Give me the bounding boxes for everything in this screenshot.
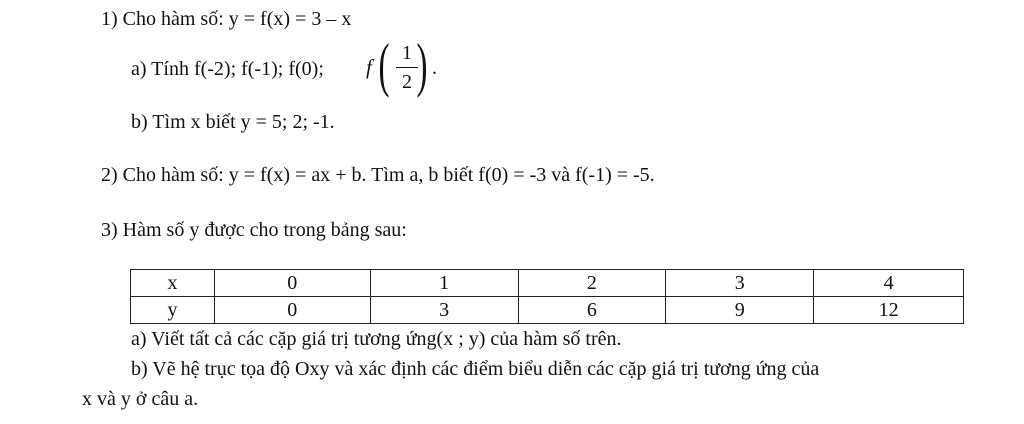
table-row-x	[131, 270, 964, 297]
q3-part-b-text-line2: x và y ở câu a.	[82, 388, 199, 410]
fraction	[396, 41, 418, 94]
table-cell: 0	[214, 270, 370, 297]
q2-title: 2) Cho hàm số: y = f(x) = ax + b. Tìm a, b biết f(0) = -3 và f(-1) = -5.	[101, 164, 655, 186]
table-cell: 4	[814, 270, 964, 297]
right-paren: )	[416, 32, 428, 98]
table-cell: x	[131, 270, 215, 297]
table-cell: 6	[518, 297, 666, 324]
table-cell: 3	[666, 270, 814, 297]
q3-title: 3) Hàm số y được cho trong bảng sau:	[101, 219, 407, 241]
table-cell: 0	[214, 297, 370, 324]
table-cell: y	[131, 297, 215, 324]
fraction-expression	[366, 32, 456, 100]
table-cell: 12	[814, 297, 964, 324]
fraction-period: .	[432, 57, 437, 79]
table-cell: 1	[370, 270, 518, 297]
q1-part-b-text: b) Tìm x biết y = 5; 2; -1.	[131, 111, 335, 133]
function-letter: f	[366, 55, 372, 79]
q3-part-b-text-line1: b) Vẽ hệ trục tọa độ Oxy và xác định các điểm biểu diễn các cặp giá trị tương ứng của	[131, 358, 820, 380]
left-paren: (	[378, 32, 390, 98]
value-table	[130, 269, 964, 324]
fraction-bar	[396, 67, 418, 68]
table-cell: 3	[370, 297, 518, 324]
fraction-numerator: 1	[402, 42, 412, 64]
q3-part-a-text: a) Viết tất cả các cặp giá trị tương ứng(x ; y) của hàm số trên.	[131, 328, 622, 350]
table-row-y	[131, 297, 964, 324]
q1-title: 1) Cho hàm số: y = f(x) = 3 – x	[101, 8, 352, 30]
q1-part-a-text: a) Tính f(-2); f(-1); f(0);	[131, 58, 324, 80]
fraction-denominator: 2	[402, 71, 412, 93]
table-cell: 9	[666, 297, 814, 324]
table-cell: 2	[518, 270, 666, 297]
